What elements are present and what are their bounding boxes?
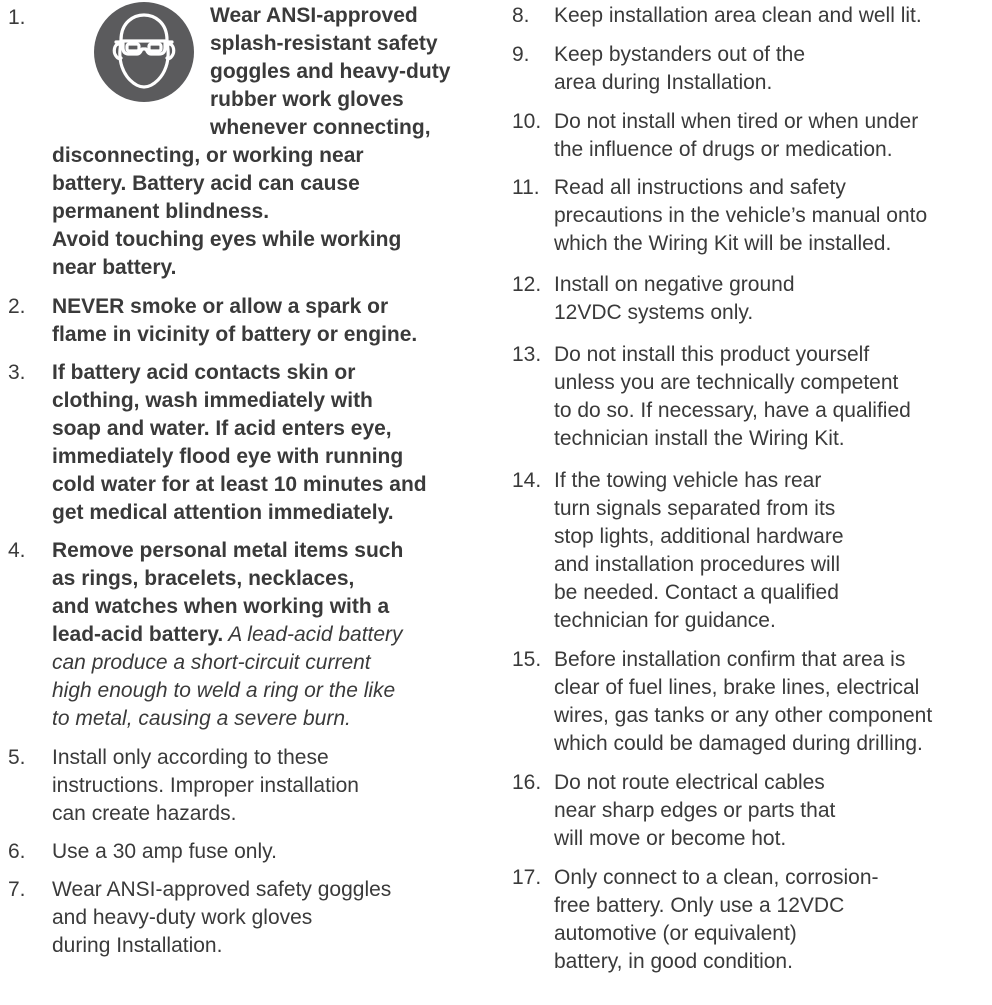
item-line: Do not install when tired or when under xyxy=(554,110,919,133)
list-item xyxy=(8,537,486,733)
item-line: can create hazards. xyxy=(52,802,237,825)
item-line: Keep bystanders out of the xyxy=(554,43,806,66)
list-item xyxy=(8,838,486,866)
item-text xyxy=(554,108,988,164)
item-line: technician install the Wiring Kit. xyxy=(554,427,845,450)
item-line: which could be damaged during drilling. xyxy=(554,732,923,755)
list-item xyxy=(8,359,486,527)
item-line: If battery acid contacts skin or xyxy=(52,361,356,384)
item-line: Before installation confirm that area is xyxy=(554,648,906,671)
item-line: to metal, causing a severe burn. xyxy=(52,707,351,730)
item-line: battery, in good condition. xyxy=(554,950,793,973)
item-line: Read all instructions and safety xyxy=(554,176,846,199)
item-line: cold water for at least 10 minutes and xyxy=(52,473,427,496)
item-text xyxy=(554,41,988,97)
item-line: area during Installation. xyxy=(554,71,773,94)
item-line: NEVER smoke or allow a spark or xyxy=(52,295,389,318)
item-line: during Installation. xyxy=(52,934,223,957)
item-number: 9. xyxy=(512,43,530,66)
item-line: will move or become hot. xyxy=(554,827,787,850)
item-text xyxy=(52,293,486,349)
item-header-line: whenever connecting, xyxy=(210,116,431,139)
list-item xyxy=(512,108,988,164)
item-number: 11. xyxy=(512,176,540,199)
item-text xyxy=(554,467,988,635)
item-line: flame in vicinity of battery or engine. xyxy=(52,323,418,346)
item-text xyxy=(52,359,486,527)
item-line: Wear ANSI-approved safety goggles xyxy=(52,878,392,901)
item-number: 1. xyxy=(8,6,26,29)
item-line: be needed. Contact a qualified xyxy=(554,581,839,604)
item-number: 16. xyxy=(512,771,542,794)
list-item xyxy=(512,41,988,97)
list-item xyxy=(512,341,988,453)
list-item xyxy=(8,744,486,828)
item-line: Install on negative ground xyxy=(554,273,795,296)
item-line: technician for guidance. xyxy=(554,609,776,632)
list-item xyxy=(8,876,486,960)
item-line: instructions. Improper installation xyxy=(52,774,359,797)
item-line: clear of fuel lines, brake lines, electrical xyxy=(554,676,920,699)
item-number: 17. xyxy=(512,866,542,889)
item-line: soap and water. If acid enters eye, xyxy=(52,417,392,440)
item-body-line: near battery. xyxy=(52,256,177,279)
item-text xyxy=(554,2,988,30)
item-line: free battery. Only use a 12VDC xyxy=(554,894,845,917)
left-column xyxy=(8,2,486,960)
item-line: to do so. If necessary, have a qualified xyxy=(554,399,911,422)
item-line: immediately flood eye with running xyxy=(52,445,404,468)
item-line: and heavy-duty work gloves xyxy=(52,906,313,929)
item-line: If the towing vehicle has rear xyxy=(554,469,822,492)
item-number: 15. xyxy=(512,648,542,671)
list-item xyxy=(512,646,988,758)
safety-goggles-icon xyxy=(94,2,194,102)
item-text xyxy=(52,876,486,960)
item-text xyxy=(554,341,988,453)
item-body-line: Avoid touching eyes while working xyxy=(52,228,402,251)
item-line: and installation procedures will xyxy=(554,553,840,576)
item-line: Do not install this product yourself xyxy=(554,343,870,366)
item-number: 2. xyxy=(8,295,26,318)
item-number: 8. xyxy=(512,4,530,27)
safety-goggles-badge xyxy=(52,2,202,138)
item-line: as rings, bracelets, necklaces, xyxy=(52,567,355,590)
item-line: 12VDC systems only. xyxy=(554,301,754,324)
item-text xyxy=(554,864,988,976)
item-text xyxy=(554,174,988,258)
item-number: 3. xyxy=(8,361,26,384)
item-line: Remove personal metal items such xyxy=(52,539,404,562)
item-number: 6. xyxy=(8,840,26,863)
item-number: 10. xyxy=(512,110,542,133)
item-line: Do not route electrical cables xyxy=(554,771,825,794)
item-line: high enough to weld a ring or the like xyxy=(52,679,396,702)
item-text xyxy=(52,838,486,866)
item-body-line: permanent blindness. xyxy=(52,200,270,223)
item-line: precautions in the vehicle’s manual onto xyxy=(554,204,928,227)
item-header-line: splash-resistant safety xyxy=(210,32,438,55)
right-column xyxy=(512,2,988,976)
item-line: A lead-acid battery xyxy=(223,623,403,646)
item-line: automotive (or equivalent) xyxy=(554,922,797,945)
list-item xyxy=(512,864,988,976)
item-number: 4. xyxy=(8,539,26,562)
list-item xyxy=(8,2,486,282)
item-line: near sharp edges or parts that xyxy=(554,799,836,822)
item-line: which the Wiring Kit will be installed. xyxy=(554,232,892,255)
list-item xyxy=(512,769,988,853)
item-line: Use a 30 amp fuse only. xyxy=(52,840,277,863)
item-line: Install only according to these xyxy=(52,746,329,769)
item-body-line: battery. Battery acid can cause xyxy=(52,172,360,195)
item-number: 12. xyxy=(512,273,542,296)
item-text xyxy=(52,537,486,733)
item-line: unless you are technically competent xyxy=(554,371,899,394)
item-text xyxy=(554,769,988,853)
list-item xyxy=(512,271,988,327)
item-line: Keep installation area clean and well lit. xyxy=(554,4,922,27)
list-item xyxy=(512,467,988,635)
item-line: get medical attention immediately. xyxy=(52,501,394,524)
item-text xyxy=(8,2,486,282)
item-line: turn signals separated from its xyxy=(554,497,836,520)
item-text xyxy=(554,646,988,758)
item-line: clothing, wash immediately with xyxy=(52,389,373,412)
item-header-line: rubber work gloves xyxy=(210,88,404,111)
item-number: 7. xyxy=(8,878,26,901)
item-header-line: goggles and heavy-duty xyxy=(210,60,451,83)
list-item xyxy=(8,293,486,349)
item-line: wires, gas tanks or any other component xyxy=(554,704,933,727)
item-line: and watches when working with a xyxy=(52,595,390,618)
item-text xyxy=(554,271,988,327)
list-item xyxy=(512,2,988,30)
item-text xyxy=(52,744,486,828)
item-number: 13. xyxy=(512,343,542,366)
item-line: stop lights, additional hardware xyxy=(554,525,844,548)
list-item xyxy=(512,174,988,258)
item-number: 5. xyxy=(8,746,26,769)
item-line: the influence of drugs or medication. xyxy=(554,138,893,161)
item-line: Only connect to a clean, corrosion- xyxy=(554,866,879,889)
item-line: lead-acid battery. xyxy=(52,623,224,646)
item-number: 14. xyxy=(512,469,542,492)
item-body-line: disconnecting, or working near xyxy=(52,144,364,167)
item-line: can produce a short-circuit current xyxy=(52,651,371,674)
item-header-line: Wear ANSI-approved xyxy=(210,4,418,27)
